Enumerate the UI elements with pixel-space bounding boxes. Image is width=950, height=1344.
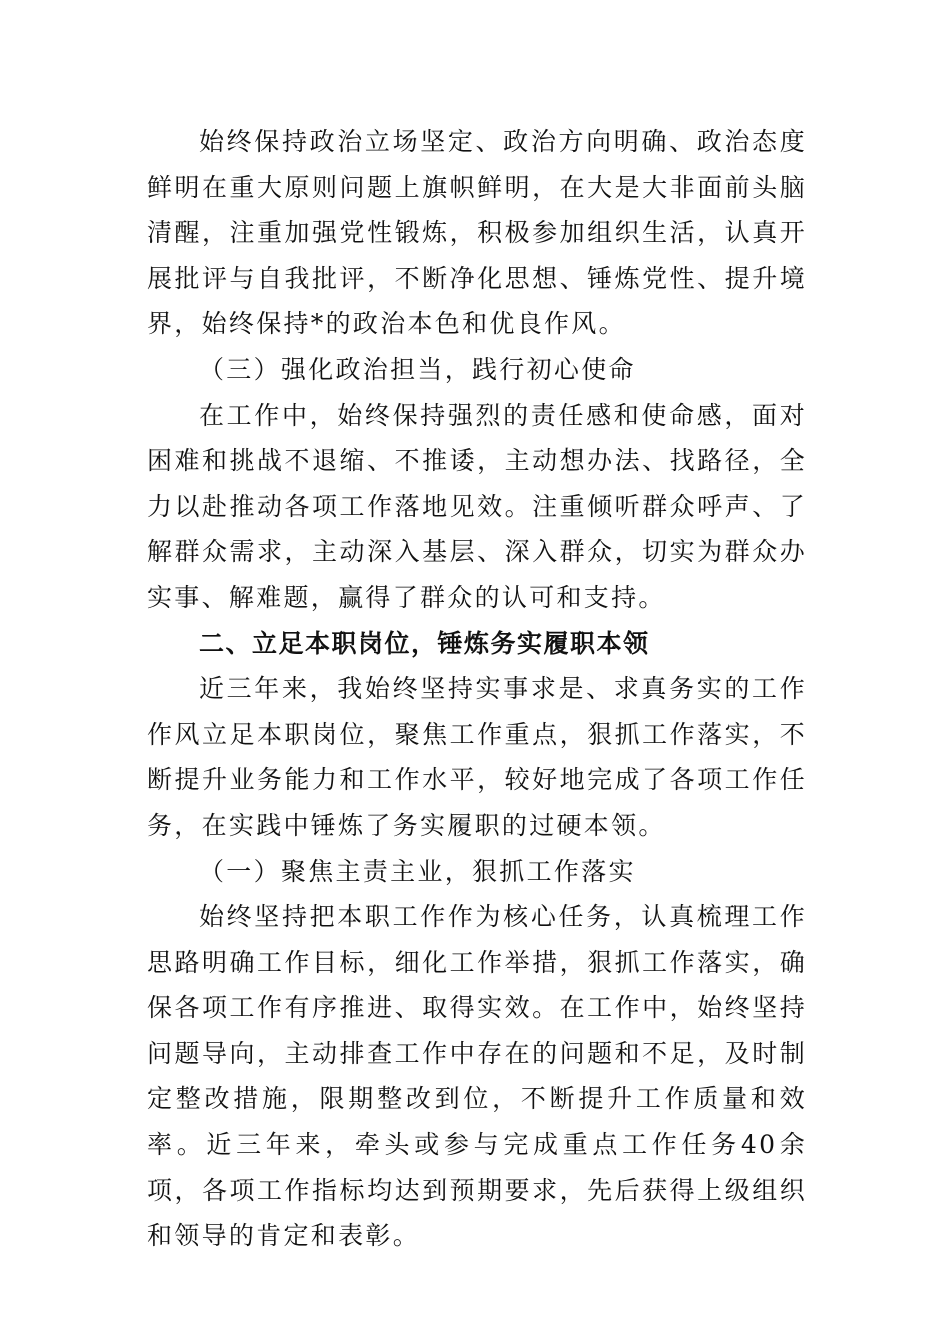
section-heading-job-duties: 二、立足本职岗位，锤炼务实履职本领 bbox=[199, 628, 650, 658]
document-body bbox=[147, 119, 807, 1259]
paragraph-political-stance: 始终保持政治立场坚定、政治方向明确、政治态度鲜明在重大原则问题上旗帜鲜明，在大是大非面前头脑清醒，注重加强党性锻炼，积极参加组织生活，认真开展批评与自我批评，不断净化思想、锤炼党性、提升境界，始终保持*的政治本色和优良作风。 bbox=[147, 127, 807, 339]
paragraph-responsibility: 在工作中，始终保持强烈的责任感和使命感，面对困难和挑战不退缩、不推诿，主动想办法、找路径，全力以赴推动各项工作落地见效。注重倾听群众呼声、了解群众需求，主动深入基层、深入群众，切实为群众办实事、解难题，赢得了群众的认可和支持。 bbox=[147, 400, 807, 612]
subheading-main-duties: （一）聚焦主责主业，狠抓工作落实 bbox=[199, 856, 636, 886]
paragraph-core-tasks: 始终坚持把本职工作作为核心任务，认真梳理工作思路明确工作目标，细化工作举措，狠抓工作落实，确保各项工作有序推进、取得实效。在工作中，始终坚持问题导向，主动排查工作中存在的问题和不足，及时制定整改措施，限期整改到位，不断提升工作质量和效率。近三年来，牵头或参与完成重点工作任务40余项，各项工作指标均达到预期要求，先后获得上级组织和领导的肯定和表彰。 bbox=[147, 902, 807, 1251]
paragraph-three-years: 近三年来，我始终坚持实事求是、求真务实的工作作风立足本职岗位，聚焦工作重点，狠抓工作落实，不断提升业务能力和工作水平，较好地完成了各项工作任务，在实践中锤炼了务实履职的过硬本领。 bbox=[147, 674, 807, 840]
subheading-political-responsibility: （三）强化政治担当，践行初心使命 bbox=[199, 354, 636, 384]
